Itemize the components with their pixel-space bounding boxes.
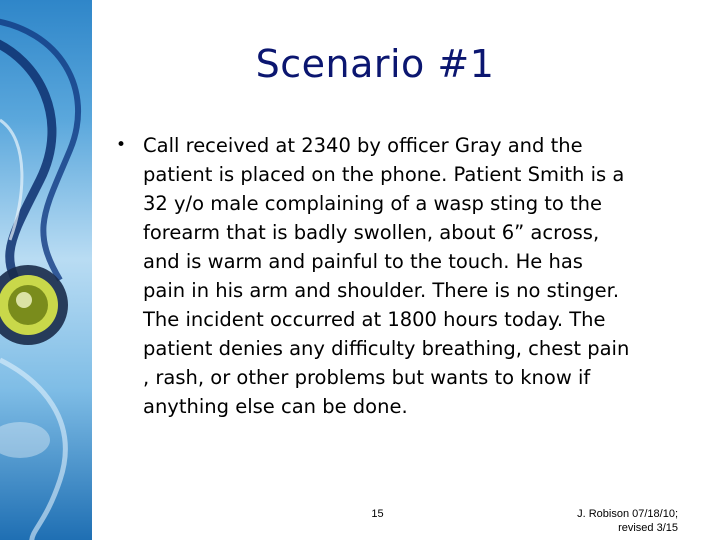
bullet-text-line: pain in his arm and shoulder. There is no stinger.	[143, 279, 620, 302]
footer-line: revised 3/15	[618, 522, 678, 534]
bullet-text-line: patient denies any difficulty breathing, chest pain	[143, 337, 630, 360]
bullet-text-line: forearm that is badly swollen, about 6” across,	[143, 221, 600, 244]
bullet-text-line: anything else can be done.	[143, 395, 408, 418]
slide-body	[112, 131, 687, 421]
bullet-text-line: , rash, or other problems but wants to know if	[143, 366, 591, 389]
slide-title: Scenario #1	[255, 42, 495, 86]
footer-note	[528, 507, 678, 535]
bullet-text-line: and is warm and painful to the touch. He has	[143, 250, 583, 273]
stethoscope-sidebar-image	[0, 0, 92, 540]
bullet-icon: •	[116, 135, 127, 155]
page-number: 15	[371, 508, 384, 520]
bullet-text-line: Call received at 2340 by officer Gray and the	[143, 134, 583, 157]
bullet-item	[112, 131, 687, 421]
bullet-text-line: 32 y/o male complaining of a wasp sting to the	[143, 192, 603, 215]
footer-line: J. Robison 07/18/10;	[577, 508, 678, 520]
bullet-text-line: patient is placed on the phone. Patient Smith is a	[143, 163, 625, 186]
stethoscope-icon	[0, 0, 92, 540]
bullet-text-line: The incident occurred at 1800 hours today. The	[143, 308, 606, 331]
